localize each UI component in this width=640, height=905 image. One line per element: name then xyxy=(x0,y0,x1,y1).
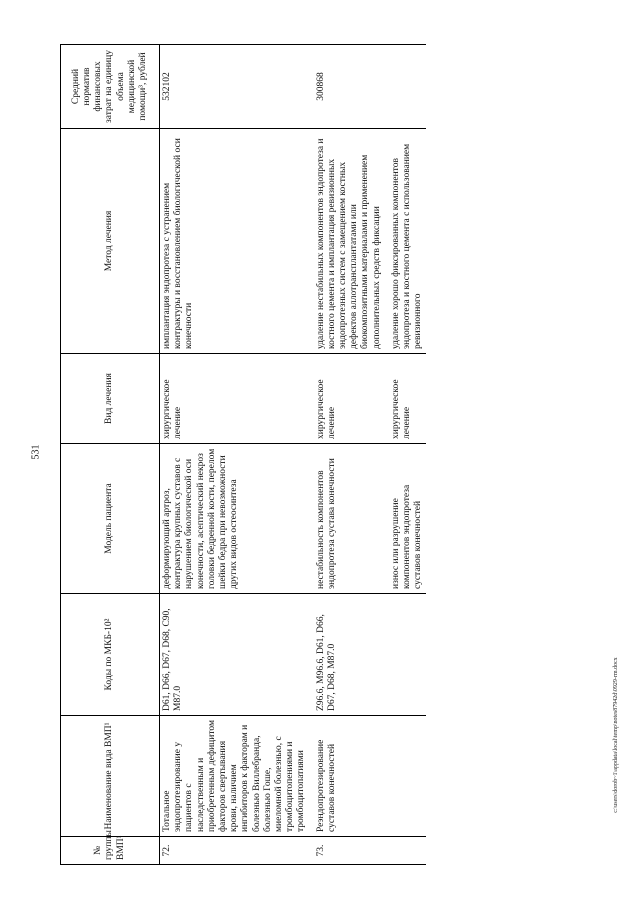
vmp-name-cell: Тотальное эндопротезирование у пациентов с наследственным и приобретенным дефицитом факторов свертывания крови, наличием ингибиторов к факторам и болезнью Виллебранда, болезнью Гоше, миеломной болезнью, с тромбоцитопениями и тромбоцитопатиями xyxy=(160,716,310,837)
header-treatment-method: Метод лечения xyxy=(61,129,160,354)
header-average-cost: Средний норматив финансовых затрат на единицу объема медицинской помощи³, рублей xyxy=(61,45,160,129)
header-treatment-type: Вид лечения xyxy=(61,354,160,444)
header-group-number: № группы ВМП¹ xyxy=(61,837,160,865)
icd-codes-cell xyxy=(385,594,427,716)
vmp-name-cell: Реэндопротезирование суставов конечностей xyxy=(310,716,385,837)
table-row xyxy=(160,45,310,865)
patient-model-cell: нестабильность компонентов эндопротеза сустава конечности xyxy=(310,444,385,594)
treatment-type-cell: хирургическое лечение xyxy=(385,354,427,444)
table-row xyxy=(385,45,427,865)
group-number-cell: 72. xyxy=(160,837,310,865)
icd-codes-cell: D61, D66, D67, D68, C90, M87.0 xyxy=(160,594,310,716)
table-row xyxy=(310,45,385,865)
patient-model-cell: износ или разрушение компонентов эндопротеза суставов конечностей xyxy=(385,444,427,594)
vmp-name-cell xyxy=(385,716,427,837)
treatment-method-cell: удаление нестабильных компонентов эндопротеза и костного цемента и имплантация ревизионных эндопротезных систем с замещением костных дефектов аллотрансплантатами или биокомпозитными материалами и применением дополнительных средств фиксации xyxy=(310,129,385,354)
rotated-table-container xyxy=(60,45,580,865)
treatment-method-cell: имплантация эндопротеза с устранением контрактуры и восстановлением биологической оси конечности xyxy=(160,129,310,354)
header-vmp-name: Наименование вида ВМП¹ xyxy=(61,716,160,837)
icd-codes-cell: Z96.6, M96.6, D61, D66, D67, D68, M87.0 xyxy=(310,594,385,716)
document-file-path: c:\users\dorob~1\appdata\local\temp\notes87942d\0929-rm.docx xyxy=(613,657,619,813)
treatment-type-cell: хирургическое лечение xyxy=(160,354,310,444)
header-patient-model: Модель пациента xyxy=(61,444,160,594)
group-number-cell xyxy=(385,837,427,865)
header-icd-codes: Коды по МКБ-10² xyxy=(61,594,160,716)
group-number-cell: 73. xyxy=(310,837,385,865)
average-cost-cell: 300868 xyxy=(310,45,385,129)
page-number: 531 xyxy=(30,444,42,460)
header-row xyxy=(61,45,160,865)
average-cost-cell xyxy=(385,45,427,129)
average-cost-cell: 532102 xyxy=(160,45,310,129)
treatment-method-cell: удаление хорошо фиксированных компонентов эндопротеза и костного цемента с использованием ревизионного xyxy=(385,129,427,354)
patient-model-cell: деформирующий артроз, контрактура крупных суставов с нарушением биологической оси конечности, асептический некроз головки бедренной кости, перелом шейки бедра при невозможности других видов остеосинтеза xyxy=(160,444,310,594)
treatment-type-cell: хирургическое лечение xyxy=(310,354,385,444)
vmp-table xyxy=(60,44,426,865)
